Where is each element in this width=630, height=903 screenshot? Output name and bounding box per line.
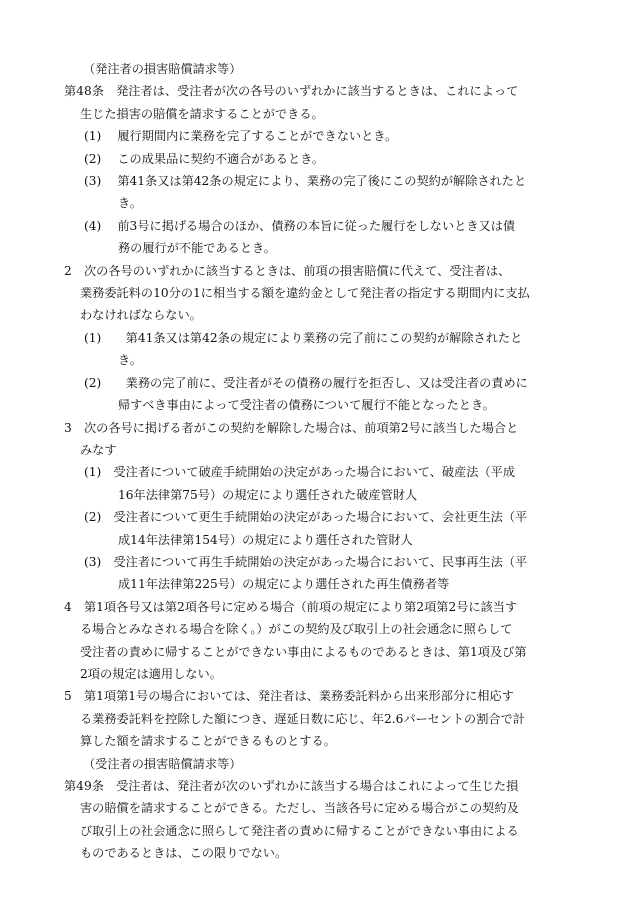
paragraph-line: 受注者の責めに帰することができない事由によるものであるときは、第1項及び第 — [80, 644, 527, 659]
item-text: (1) 受注者について破産手続開始の決定があった場合において、破産法（平成 — [84, 465, 516, 480]
paragraph-4 — [0, 596, 630, 686]
paragraph-2-item-1 — [0, 327, 630, 372]
paragraph-line: 第49条 受注者は、発注者が次のいずれかに該当する場合はこれによって生じた損 — [64, 779, 519, 793]
paragraph-line: 2項の規定は適用しない。 — [80, 666, 222, 681]
item-text-cont: 務の履行が不能であるとき。 — [118, 241, 276, 256]
item-text-cont: 16年法律第75号）の規定により選任された破産管財人 — [118, 487, 418, 502]
paragraph-line: 3 次の各号に掲げる者がこの契約を解除した場合は、前項第2号に該当した場合と — [64, 420, 519, 435]
article-48-item-3 — [0, 170, 630, 215]
article-48-item-2 — [0, 148, 630, 170]
paragraph-line: る業務委託料を控除した額につき、遅延日数に応じ、年2.6パーセントの割合で計 — [80, 711, 525, 726]
paragraph-5 — [0, 685, 630, 752]
item-text: (3) 第41条又は第42条の規定により、業務の完了後にこの契約が解除されたと — [84, 174, 527, 189]
paragraph-line: 算した額を請求することができるものとする。 — [80, 734, 336, 749]
paragraph-line: 5 第1項第1号の場合においては、発注者は、業務委託料から出来形部分に相応す — [64, 689, 514, 704]
item-text: (3) 受注者について再生手続開始の決定があった場合において、民事再生法（平 — [84, 554, 528, 569]
item-text: (1) 第41条又は第42条の規定により業務の完了前にこの契約が解除されたと — [84, 330, 523, 345]
paragraph-line: わなければならない。 — [80, 308, 202, 323]
article-48-item-1 — [0, 125, 630, 147]
paragraph-2-item-2 — [0, 372, 630, 417]
paragraph-line: 業務委託料の10分の1に相当する額を違約金として発注者の指定する期間内に支払 — [80, 286, 530, 301]
item-text: (2) 受注者について更生手続開始の決定があった場合において、会社更生法（平 — [84, 510, 528, 525]
item-text: (4) 前3号に掲げる場合のほか、債務の本旨に従った履行をしないとき又は債 — [84, 218, 516, 233]
item-text-cont: 帰すべき事由によって受注者の債務について履行不能となったとき。 — [118, 398, 495, 413]
item-text-cont: き。 — [118, 353, 142, 368]
article-48-intro — [0, 80, 630, 125]
article-49-intro — [0, 775, 630, 865]
document-page — [0, 58, 630, 865]
article-48-heading: （発注者の損害賠償請求等） — [83, 62, 242, 76]
item-text: (1) 履行期間内に業務を完了することができないとき。 — [84, 129, 398, 144]
article-49-heading: （受注者の損害賠償請求等） — [83, 756, 242, 771]
paragraph-3-item-3 — [0, 551, 630, 596]
paragraph-3 — [0, 417, 630, 462]
article-48-intro-line-2: 生じた損害の賠償を請求することができる。 — [80, 106, 324, 121]
paragraph-line: みなす — [80, 442, 117, 457]
paragraph-line: ものであるときは、この限りでない。 — [80, 846, 288, 861]
paragraph-line: び取引上の社会通念に照らして発注者の責めに帰することができない事由による — [80, 823, 519, 838]
paragraph-3-item-1 — [0, 461, 630, 506]
paragraph-line: 2 次の各号のいずれかに該当するときは、前項の損害賠償に代えて、受注者は、 — [64, 263, 511, 278]
paragraph-line: る場合とみなされる場合を除く。）がこの契約及び取引上の社会通念に照らして — [80, 622, 513, 637]
item-text: (2) 業務の完了前に、受注者がその債務の履行を拒否し、又は受注者の責めに — [84, 375, 528, 390]
article-48-intro-line-1: 第48条 発注者は、受注者が次の各号のいずれかに該当するときは、これによって — [64, 84, 519, 99]
paragraph-3-item-2 — [0, 506, 630, 551]
paragraph-line: 害の賠償を請求することができる。ただし、当該各号に定める場合がこの契約及 — [80, 801, 519, 816]
item-text-cont: き。 — [118, 196, 142, 211]
paragraph-line: 4 第1項各号又は第2項各号に定める場合（前項の規定により第2項第2号に該当す — [64, 599, 518, 614]
item-text-cont: 成11年法律第225号）の規定により選任された再生債務者等 — [118, 577, 450, 592]
paragraph-2 — [0, 260, 630, 327]
article-48-item-4 — [0, 215, 630, 260]
item-text-cont: 成14年法律第154号）の規定により選任された管財人 — [118, 532, 413, 547]
item-text: (2) この成果品に契約不適合があるとき。 — [84, 151, 325, 166]
